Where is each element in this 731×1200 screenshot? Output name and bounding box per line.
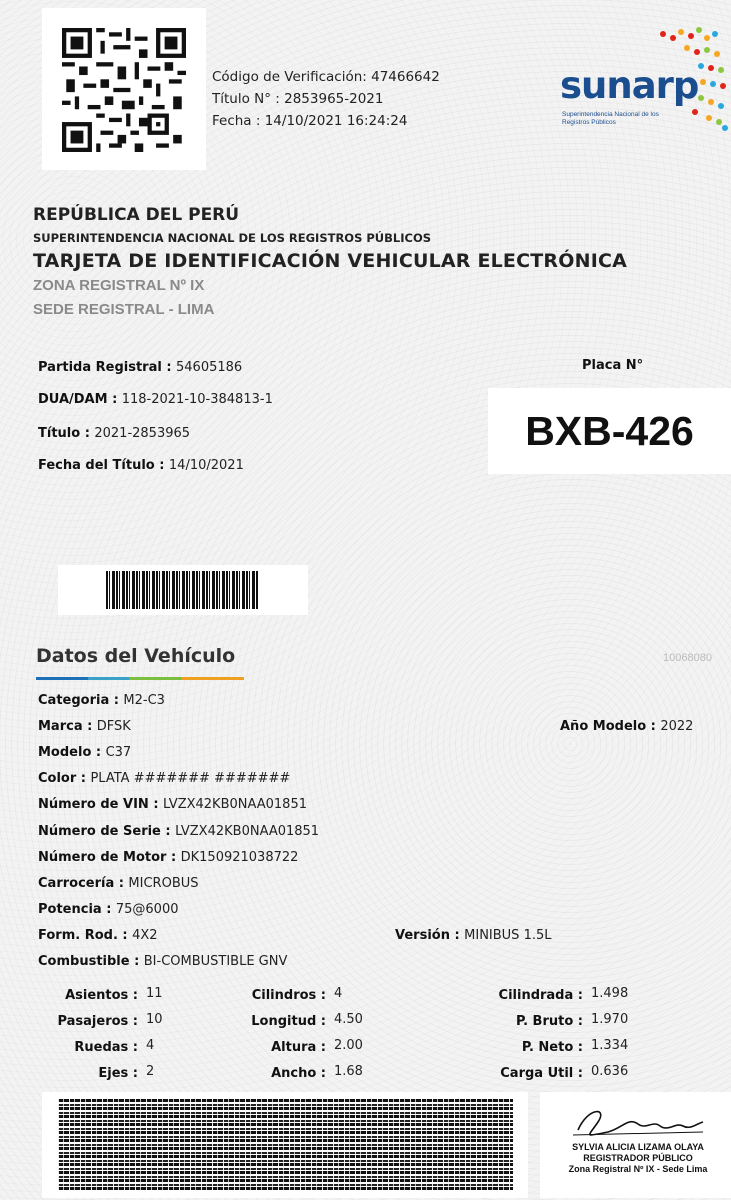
label-ejes (38, 1064, 138, 1082)
placa-label: Placa N° (582, 358, 644, 373)
value-ancho: 1.68 (334, 1064, 363, 1079)
field-label: Marca : (38, 719, 93, 734)
value-longitud: 4.50 (334, 1012, 363, 1027)
field-label: Cilindros : (251, 988, 326, 1003)
field-value: M2-C3 (123, 693, 165, 708)
field-label: Longitud : (251, 1014, 326, 1029)
signature-panel (540, 1092, 731, 1198)
field-label: Número de VIN : (38, 797, 159, 812)
field-label: Número de Serie : (38, 824, 171, 839)
section-underline (36, 677, 244, 680)
field-color (38, 769, 290, 787)
field-label: Asientos : (65, 988, 138, 1003)
verification-block (212, 66, 440, 132)
field-anio-modelo (560, 717, 693, 735)
label-p-neto (455, 1038, 583, 1056)
field-label: Número de Motor : (38, 850, 177, 865)
issue-date: Fecha : 14/10/2021 16:24:24 (212, 113, 408, 129)
republica-heading: REPÚBLICA DEL PERÚ (33, 205, 240, 225)
field-label: Partida Registral : (38, 360, 172, 375)
value-carga-util: 0.636 (591, 1064, 629, 1079)
field-marca (38, 717, 131, 735)
field-value: LVZX42KB0NAA01851 (162, 797, 307, 812)
label-longitud (226, 1012, 326, 1030)
field-label: Año Modelo : (560, 719, 656, 734)
sede-registral: SEDE REGISTRAL - LIMA (33, 301, 215, 318)
signatory-name: SYLVIA ALICIA LIZAMA OLAYA (572, 1142, 704, 1152)
field-label: Combustible : (38, 954, 140, 969)
field-partida (38, 358, 242, 376)
label-carga-util (455, 1064, 583, 1082)
field-version (395, 926, 551, 944)
field-label: Form. Rod. : (38, 928, 128, 943)
verification-code: Código de Verificación: 47466642 (212, 69, 440, 85)
field-value: 2021-2853965 (94, 426, 191, 441)
field-value: MINIBUS 1.5L (464, 928, 552, 943)
value-cilindros: 4 (334, 986, 343, 1001)
field-label: Título : (38, 426, 90, 441)
field-value: 2022 (660, 719, 694, 734)
field-value: LVZX42KB0NAA01851 (175, 824, 320, 839)
label-cilindros (226, 986, 326, 1004)
superintendencia-heading: SUPERINTENDENCIA NACIONAL DE LOS REGISTROS PÚBLICOS (33, 231, 432, 245)
pdf417-barcode-panel (42, 1092, 528, 1198)
small-barcode (106, 571, 258, 609)
field-label: Fecha del Título : (38, 458, 165, 473)
zona-registral: ZONA REGISTRAL Nº IX (33, 277, 205, 294)
field-value: C37 (105, 745, 132, 760)
title-number: Título N° : 2853965-2021 (212, 91, 384, 107)
field-serie (38, 822, 319, 840)
field-potencia (38, 900, 179, 918)
label-ancho (226, 1064, 326, 1082)
field-dua (38, 390, 273, 408)
field-value: 4X2 (132, 928, 158, 943)
logo-wordmark: sunarp (560, 64, 699, 107)
field-categoria (38, 691, 165, 709)
field-value: BI-COMBUSTIBLE GNV (143, 954, 288, 969)
field-label: P. Bruto : (515, 1014, 583, 1029)
field-carroceria (38, 874, 199, 892)
value-ejes: 2 (146, 1064, 155, 1079)
field-label: Potencia : (38, 902, 112, 917)
small-barcode-panel (58, 565, 308, 615)
plate-panel (488, 388, 731, 474)
logo-subtitle: Superintendencia Nacional de los Registros Públicos (562, 111, 659, 126)
field-value: DK150921038722 (180, 850, 299, 865)
value-ruedas: 4 (146, 1038, 155, 1053)
pdf417-barcode (58, 1098, 513, 1190)
field-value: 118-2021-10-384813-1 (121, 392, 273, 407)
field-label: Pasajeros : (57, 1014, 138, 1029)
label-ruedas (38, 1038, 138, 1056)
field-value: 14/10/2021 (168, 458, 244, 473)
signatory-role: REGISTRADOR PÚBLICO (583, 1153, 693, 1163)
field-label: Versión : (395, 928, 460, 943)
value-p-neto: 1.334 (591, 1038, 629, 1053)
field-label: Ancho : (271, 1066, 326, 1081)
field-label: Ejes : (98, 1066, 138, 1081)
label-cilindrada (455, 986, 583, 1004)
field-label: Categoria : (38, 693, 119, 708)
field-fecha-titulo (38, 456, 244, 474)
field-combustible (38, 952, 287, 970)
document-serial: 10068080 (663, 652, 712, 664)
field-value: MICROBUS (128, 876, 199, 891)
qr-code-image (62, 28, 186, 152)
handwritten-signature (568, 1102, 708, 1142)
value-p-bruto: 1.970 (591, 1012, 629, 1027)
label-pasajeros (38, 1012, 138, 1030)
field-label: Carga Util : (500, 1066, 583, 1081)
qr-code-panel (42, 8, 206, 170)
field-label: P. Neto : (521, 1040, 583, 1055)
sunarp-logo (556, 22, 731, 142)
field-value: DFSK (96, 719, 131, 734)
field-value: PLATA ####### ####### (90, 771, 291, 786)
value-altura: 2.00 (334, 1038, 363, 1053)
label-p-bruto (455, 1012, 583, 1030)
signatory-zone: Zona Registral Nº IX - Sede Lima (568, 1164, 708, 1174)
field-vin (38, 795, 307, 813)
field-value: 75@6000 (115, 902, 179, 917)
field-label: Cilindrada : (498, 988, 583, 1003)
label-asientos (38, 986, 138, 1004)
document-title: TARJETA DE IDENTIFICACIÓN VEHICULAR ELECTRÓNICA (33, 250, 628, 272)
value-pasajeros: 10 (146, 1012, 163, 1027)
field-label: Color : (38, 771, 86, 786)
field-titulo (38, 424, 190, 442)
label-altura (226, 1038, 326, 1056)
field-label: DUA/DAM : (38, 392, 118, 407)
field-label: Ruedas : (74, 1040, 138, 1055)
field-label: Modelo : (38, 745, 102, 760)
field-value: 54605186 (176, 360, 243, 375)
field-motor (38, 848, 298, 866)
plate-number: BXB-426 (525, 408, 694, 454)
field-modelo (38, 743, 131, 761)
signatory-block (548, 1142, 728, 1175)
value-asientos: 11 (146, 986, 163, 1001)
value-cilindrada: 1.498 (591, 986, 629, 1001)
section-title-vehiculo: Datos del Vehículo (36, 645, 236, 667)
field-label: Carrocería : (38, 876, 124, 891)
field-form-rod (38, 926, 158, 944)
field-label: Altura : (271, 1040, 326, 1055)
